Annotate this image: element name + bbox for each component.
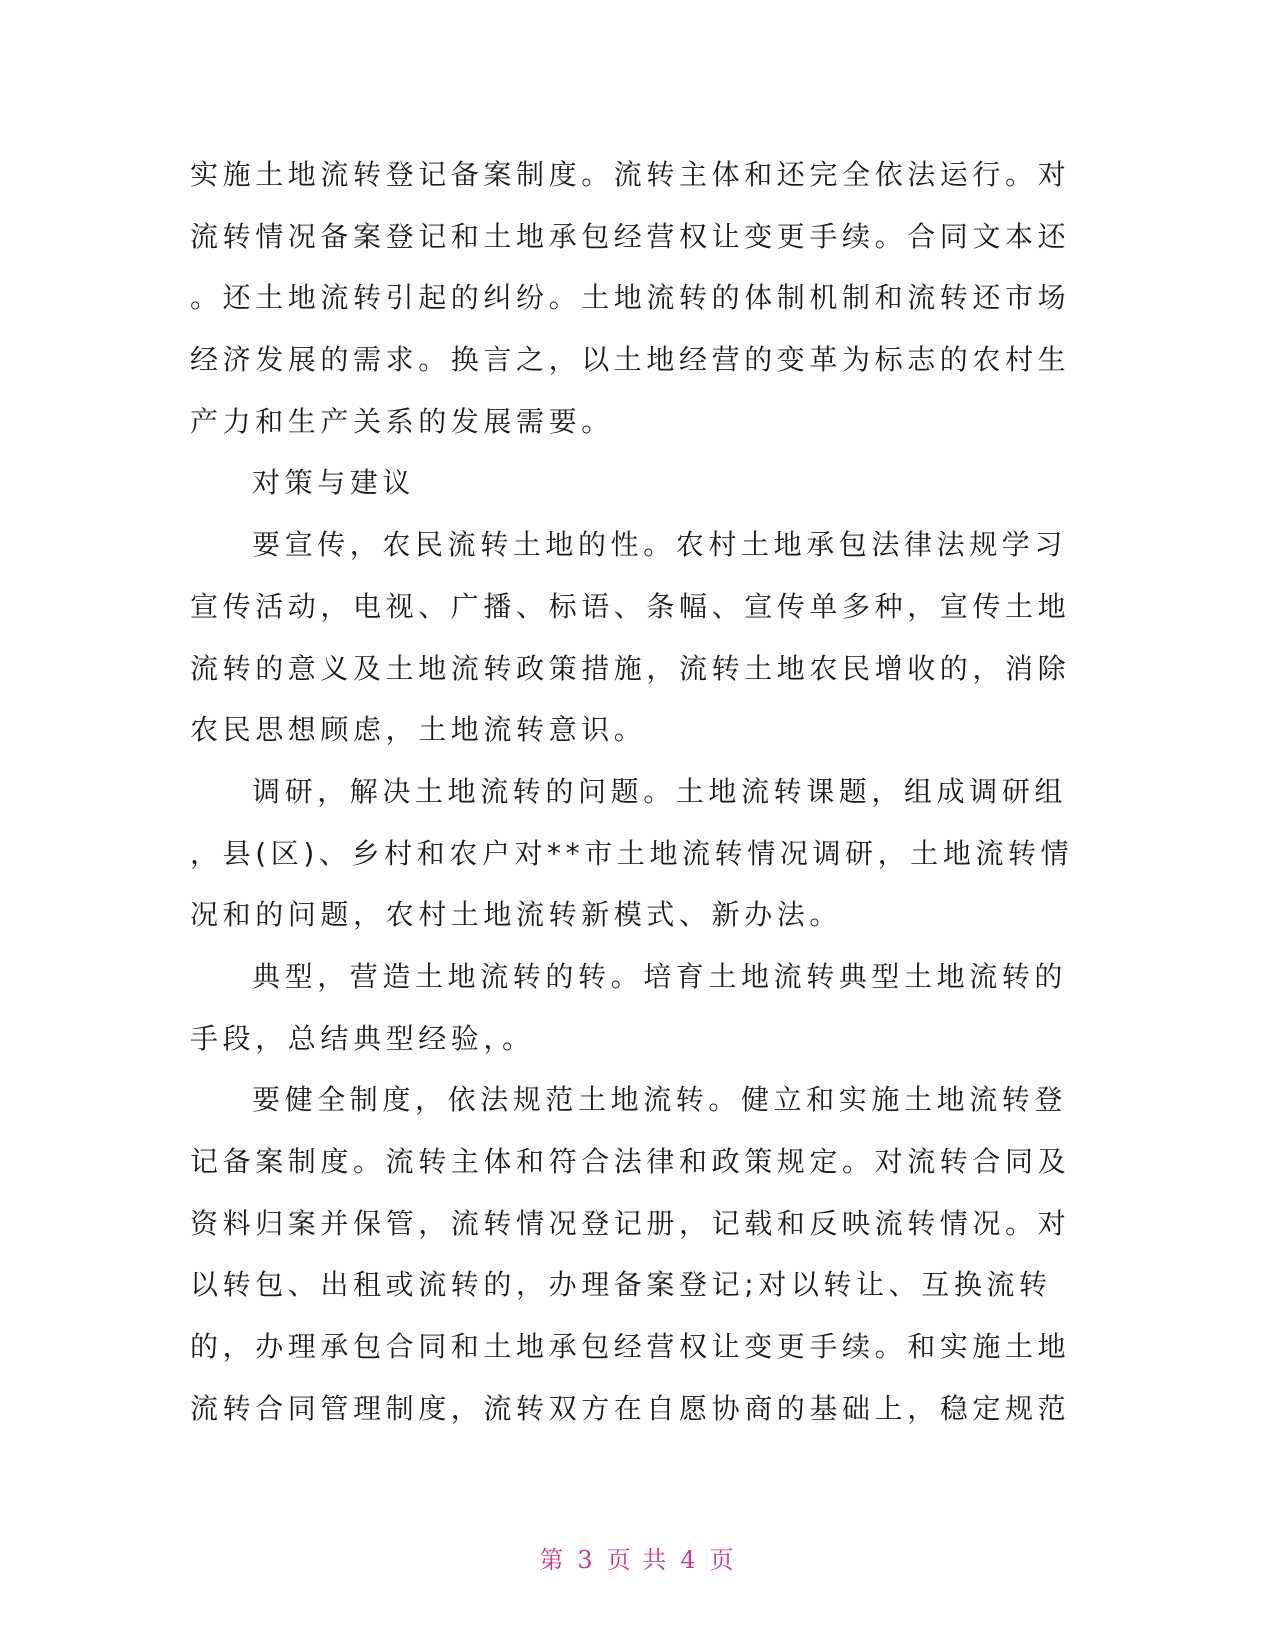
footer-suffix: 页 xyxy=(709,1546,736,1574)
footer-middle: 页 共 xyxy=(606,1546,669,1574)
text-line: 产力和生产关系的发展需要。 xyxy=(190,404,614,438)
text-line: 。还土地流转引起的纠纷。土地流转的体制机制和流转还市场 xyxy=(190,281,1071,315)
text-line: 宣传活动，电视、广播、标语、条幅、宣传单多种，宣传土地 xyxy=(190,589,1071,623)
text-line: 以转包、出租或流转的，办理备案登记;对以转让、互换流转 xyxy=(190,1268,1052,1302)
text-line: 流转情况备案登记和土地承包经营权让变更手续。合同文本还 xyxy=(190,219,1071,253)
text-line: 况和的问题，农村土地流转新模式、新办法。 xyxy=(190,898,843,932)
text-line: 流转合同管理制度，流转双方在自愿协商的基础上，稳定规范 xyxy=(190,1391,1071,1425)
paragraph-first-line: 调研，解决土地流转的问题。土地流转课题，组成调研组 xyxy=(252,774,1068,808)
document-body xyxy=(190,144,1090,1439)
current-page-number: 3 xyxy=(577,1546,595,1574)
text-line: 实施土地流转登记备案制度。流转主体和还完全依法运行。对 xyxy=(190,158,1071,191)
section-heading: 对策与建议 xyxy=(252,466,416,500)
paragraph-first-line: 典型，营造土地流转的转。培育土地流转典型土地流转的 xyxy=(252,959,1068,993)
text-line: 手段，总结典型经验，。 xyxy=(190,1021,535,1055)
text-line: 记备案制度。流转主体和符合法律和政策规定。对流转合同及 xyxy=(190,1145,1071,1178)
paragraph-first-line: 要宣传，农民流转土地的性。农村土地承包法律法规学习 xyxy=(252,528,1068,562)
page-number-footer xyxy=(0,1540,1275,1575)
text-line: 资料归案并保管，流转情况登记册，记载和反映流转情况。对 xyxy=(190,1206,1071,1240)
text-line: 农民思想顾虑，土地流转意识。 xyxy=(190,713,647,747)
text-line: 流转的意义及土地流转政策措施，流转土地农民增收的，消除 xyxy=(190,651,1071,685)
text-line: ，县(区)、乡村和农户对**市土地流转情况调研，土地流转情 xyxy=(190,836,1074,870)
total-page-count: 4 xyxy=(680,1546,698,1574)
text-line: 的，办理承包合同和土地承包经营权让变更手续。和实施土地 xyxy=(190,1330,1071,1364)
footer-prefix: 第 xyxy=(539,1546,566,1574)
paragraph-first-line: 要健全制度，依法规范土地流转。健立和实施土地流转登 xyxy=(252,1083,1068,1117)
text-line: 经济发展的需求。换言之，以土地经营的变革为标志的农村生 xyxy=(190,343,1071,377)
